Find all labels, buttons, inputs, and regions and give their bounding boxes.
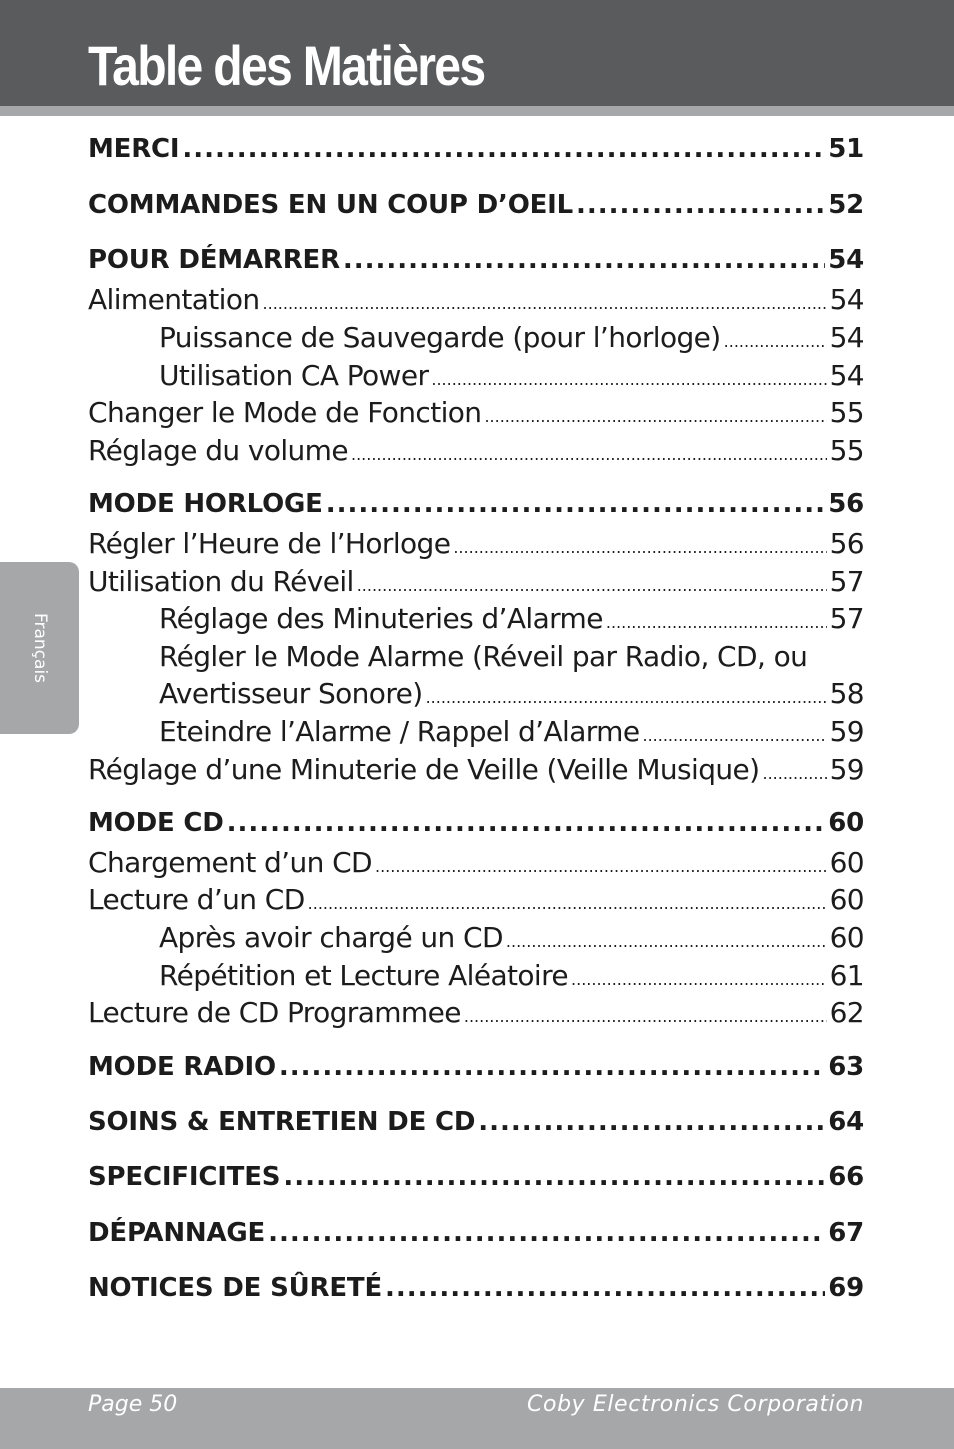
- toc-leader-dots: [763, 764, 827, 783]
- toc-entry-page: 63: [828, 1052, 864, 1082]
- toc-entry-notices-surete[interactable]: [88, 1273, 864, 1303]
- toc-entry-title: MODE RADIO: [88, 1052, 276, 1082]
- toc-entry-soins-entretien[interactable]: [88, 1107, 864, 1137]
- toc-entry-page: 56: [829, 527, 864, 560]
- toc-entry-lecture-programmee[interactable]: [88, 996, 864, 1029]
- toc-entry-title: Lecture d’un CD: [88, 883, 305, 916]
- toc-leader-dots: [375, 857, 827, 876]
- toc-leader-dots: [606, 613, 827, 632]
- toc-leader-dots: [576, 190, 825, 220]
- toc-entry-title: Régler l’Heure de l’Horloge: [88, 527, 451, 560]
- toc-entry-title: Utilisation du Réveil: [88, 565, 354, 598]
- toc-entry-title: Changer le Mode de Fonction: [88, 396, 482, 429]
- toc-entry-utilisation-reveil[interactable]: [88, 565, 864, 598]
- toc-entry-mode-alarme[interactable]: Régler le Mode Alarme (Réveil par Radio, CD, ou: [159, 640, 808, 673]
- toc-entry-eteindre-alarme[interactable]: [159, 715, 864, 748]
- toc-leader-dots: [343, 245, 825, 275]
- toc-entry-depannage[interactable]: [88, 1218, 864, 1248]
- toc-leader-dots: [227, 808, 826, 838]
- toc-entry-reglage-volume[interactable]: [88, 434, 864, 467]
- toc-entry-page: 54: [829, 321, 864, 354]
- toc-entry-mode-alarme-cont[interactable]: [159, 677, 864, 710]
- toc-entry-title: Réglage du volume: [88, 434, 348, 467]
- language-tab-label: Français: [30, 612, 50, 684]
- toc-entry-mode-cd[interactable]: [88, 808, 864, 838]
- toc-entry-apres-charge[interactable]: [159, 921, 864, 954]
- toc-leader-dots: [571, 970, 827, 989]
- toc-leader-dots: [357, 576, 827, 595]
- toc-entry-page: 57: [829, 602, 864, 635]
- toc-leader-dots: [453, 538, 826, 557]
- toc-entry-mode-radio[interactable]: [88, 1052, 864, 1082]
- page-title: Table des Matières: [88, 34, 485, 97]
- company-name: Coby Electronics Corporation: [527, 1392, 864, 1417]
- toc-entry-commandes[interactable]: [88, 190, 864, 220]
- toc-entry-page: 55: [829, 396, 864, 429]
- toc-leader-dots: [643, 726, 827, 745]
- toc-entry-title: NOTICES DE SÛRETÉ: [88, 1273, 383, 1303]
- toc-entry-page: 52: [828, 190, 864, 220]
- page-number: Page 50: [88, 1392, 178, 1417]
- toc-entry-page: 60: [829, 883, 864, 916]
- toc-entry-puissance-sauvegarde[interactable]: [159, 321, 864, 354]
- toc-entry-page: 59: [829, 715, 864, 748]
- toc-entry-title: Chargement d’un CD: [88, 846, 372, 879]
- toc-entry-specificites[interactable]: [88, 1162, 864, 1192]
- toc-entry-changer-mode[interactable]: [88, 396, 864, 429]
- toc-leader-dots: [385, 1273, 825, 1303]
- toc-entry-page: 54: [829, 283, 864, 316]
- toc-entry-title: MODE HORLOGE: [88, 489, 323, 519]
- toc-entry-repetition[interactable]: [159, 959, 864, 992]
- toc-entry-title: POUR DÉMARRER: [88, 245, 340, 275]
- toc-entry-minuteries-alarme[interactable]: [159, 602, 864, 635]
- toc-entry-title: SPECIFICITES: [88, 1162, 281, 1192]
- toc-entry-title: DÉPANNAGE: [88, 1218, 266, 1248]
- toc-leader-dots: [283, 1162, 825, 1192]
- toc-entry-minuterie-veille[interactable]: [88, 753, 864, 786]
- toc-entry-page: 67: [828, 1218, 864, 1248]
- toc-leader-dots: [431, 370, 826, 389]
- toc-entry-lecture-cd[interactable]: [88, 883, 864, 916]
- toc-entry-title: Avertisseur Sonore): [159, 677, 423, 710]
- toc-entry-title: MERCI: [88, 134, 180, 164]
- toc-entry-title: Alimentation: [88, 283, 260, 316]
- toc-leader-dots: [478, 1107, 825, 1137]
- toc-entry-title: Puissance de Sauvegarde (pour l’horloge): [159, 321, 721, 354]
- toc-entry-merci[interactable]: [88, 134, 864, 164]
- toc-entry-title: Utilisation CA Power: [159, 359, 429, 392]
- toc-leader-dots: [724, 332, 827, 351]
- toc-leader-dots: [464, 1007, 827, 1026]
- toc-entry-title: COMMANDES EN UN COUP D’OEIL: [88, 190, 573, 220]
- toc-leader-dots: [182, 134, 825, 164]
- toc-entry-pour-demarrer[interactable]: [88, 245, 864, 275]
- toc-entry-regler-heure[interactable]: [88, 527, 864, 560]
- toc-entry-page: 51: [828, 134, 864, 164]
- toc-entry-utilisation-ca[interactable]: [159, 359, 864, 392]
- toc-entry-title: SOINS & ENTRETIEN DE CD: [88, 1107, 476, 1137]
- toc-entry-page: 66: [828, 1162, 864, 1192]
- toc-leader-dots: [279, 1052, 825, 1082]
- toc-entry-title: Répétition et Lecture Aléatoire: [159, 959, 569, 992]
- toc-entry-title: Eteindre l’Alarme / Rappel d’Alarme: [159, 715, 640, 748]
- toc-entry-alimentation[interactable]: [88, 283, 864, 316]
- toc-entry-title: Réglage des Minuteries d’Alarme: [159, 602, 603, 635]
- toc-leader-dots: [484, 407, 826, 426]
- toc-entry-page: 69: [828, 1273, 864, 1303]
- toc-leader-dots: [263, 294, 827, 313]
- toc-leader-dots: [326, 489, 826, 519]
- toc-entry-page: 54: [828, 245, 864, 275]
- toc-leader-dots: [351, 445, 827, 464]
- toc-entry-title: Après avoir chargé un CD: [159, 921, 503, 954]
- header-stripe: [0, 106, 954, 116]
- toc-entry-page: 58: [829, 677, 864, 710]
- toc-entry-title: Lecture de CD Programmee: [88, 996, 461, 1029]
- toc-entry-page: 54: [829, 359, 864, 392]
- toc-entry-page: 62: [829, 996, 864, 1029]
- toc-entry-page: 57: [829, 565, 864, 598]
- toc-entry-chargement-cd[interactable]: [88, 846, 864, 879]
- toc-leader-dots: [426, 688, 827, 707]
- toc-entry-page: 64: [828, 1107, 864, 1137]
- toc-entry-page: 60: [828, 808, 864, 838]
- toc-entry-page: 59: [829, 753, 864, 786]
- toc-entry-page: 55: [829, 434, 864, 467]
- toc-entry-page: 60: [829, 846, 864, 879]
- toc-entry-title: MODE CD: [88, 808, 224, 838]
- toc-entry-title: Réglage d’une Minuterie de Veille (Veille Musique): [88, 753, 760, 786]
- toc-leader-dots: [308, 894, 827, 913]
- toc-entry-page: 61: [829, 959, 864, 992]
- toc-leader-dots: [506, 932, 827, 951]
- toc-entry-page: 60: [829, 921, 864, 954]
- toc-leader-dots: [268, 1218, 825, 1248]
- toc-entry-mode-horloge[interactable]: [88, 489, 864, 519]
- toc-entry-page: 56: [828, 489, 864, 519]
